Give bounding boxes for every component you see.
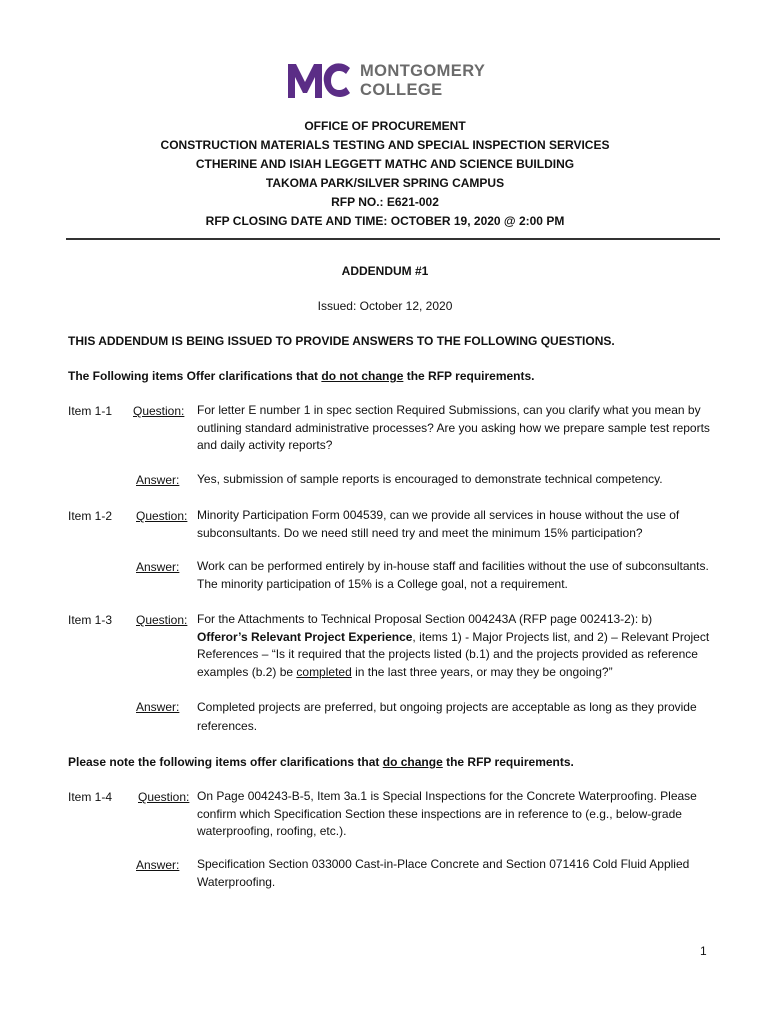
addendum-title: ADDENDUM #1	[341, 264, 429, 278]
item-number: Item 1-3	[68, 613, 113, 627]
item-number: Item 1-4	[68, 790, 113, 804]
answer-label: Answer:	[136, 560, 180, 574]
item-number: Item 1-2	[68, 509, 113, 523]
question-label: Question:	[133, 404, 185, 418]
header-divider	[66, 238, 720, 240]
addendum-purpose: THIS ADDENDUM IS BEING ISSUED TO PROVIDE ANSWERS TO THE FOLLOWING QUESTIONS.	[68, 334, 615, 348]
logo-text-montgomery: MONTGOMERY	[360, 62, 486, 80]
answer-text: Completed projects are preferred, but ongoing projects are acceptable as long as they provide references.	[197, 700, 697, 733]
header-building: CTHERINE AND ISIAH LEGGETT MATHC AND SCIENCE BUILDING	[195, 157, 575, 171]
header-rfp-number: RFP NO.: E621-002	[331, 195, 439, 209]
document-header	[0, 117, 770, 231]
question-text: On Page 004243-B-5, Item 3a.1 is Special Inspections for the Concrete Waterproofing. Please confirm which Specification Section these inspections are in reference to (e.g., below-grade waterproofing, roofing, etc.).	[197, 789, 697, 838]
mc-logo-icon	[288, 62, 352, 98]
answer-text: Yes, submission of sample reports is encouraged to demonstrate technical competency.	[197, 472, 663, 486]
header-office: OFFICE OF PROCUREMENT	[304, 119, 466, 133]
question-label: Question:	[136, 613, 188, 627]
answer-text: Specification Section 033000 Cast-in-Place Concrete and Section 071416 Cold Fluid Applied Waterproofing.	[197, 857, 690, 889]
answer-label: Answer:	[136, 858, 180, 872]
college-logo	[288, 60, 498, 104]
no-change-heading: The Following items Offer clarifications that do not change the RFP requirements.	[68, 369, 535, 383]
question-label: Question:	[138, 790, 190, 804]
header-campus: TAKOMA PARK/SILVER SPRING CAMPUS	[265, 176, 505, 190]
header-project: CONSTRUCTION MATERIALS TESTING AND SPECIAL INSPECTION SERVICES	[160, 138, 610, 152]
question-label: Question:	[136, 509, 188, 523]
answer-label: Answer:	[136, 700, 180, 714]
answer-label: Answer:	[136, 473, 180, 487]
change-heading: Please note the following items offer clarifications that do change the RFP requirements.	[68, 755, 574, 769]
header-closing-date: RFP CLOSING DATE AND TIME: OCTOBER 19, 2020 @ 2:00 PM	[205, 214, 565, 228]
answer-text: Work can be performed entirely by in-house staff and facilities without the use of subconsultants. The minority participation of 15% is a College goal, not a requirement.	[197, 559, 709, 591]
question-text: For the Attachments to Technical Proposal Section 004243A (RFP page 002413-2): b) Offeror’s Relevant Project Experience, items 1) - Major Projects list, and 2) – Relevant Project References – “Is it required that the projects listed (b.1) and the projects provided as reference examples (b.2) be completed in the last three years, or may they be ongoing?”	[197, 612, 710, 679]
question-text: Minority Participation Form 004539, can we provide all services in house without the use of subconsultants. Do we need still need try and meet the minimum 15% participation?	[197, 508, 680, 540]
question-text: For letter E number 1 in spec section Required Submissions, can you clarify what you mean by outlining standard administrative processes? Are you asking how we prepare sample test reports and daily activity reports?	[197, 403, 710, 452]
item-number: Item 1-1	[68, 404, 113, 418]
page-number: 1	[700, 944, 707, 958]
logo-text-college: COLLEGE	[360, 81, 443, 99]
issued-date: Issued: October 12, 2020	[317, 299, 453, 313]
